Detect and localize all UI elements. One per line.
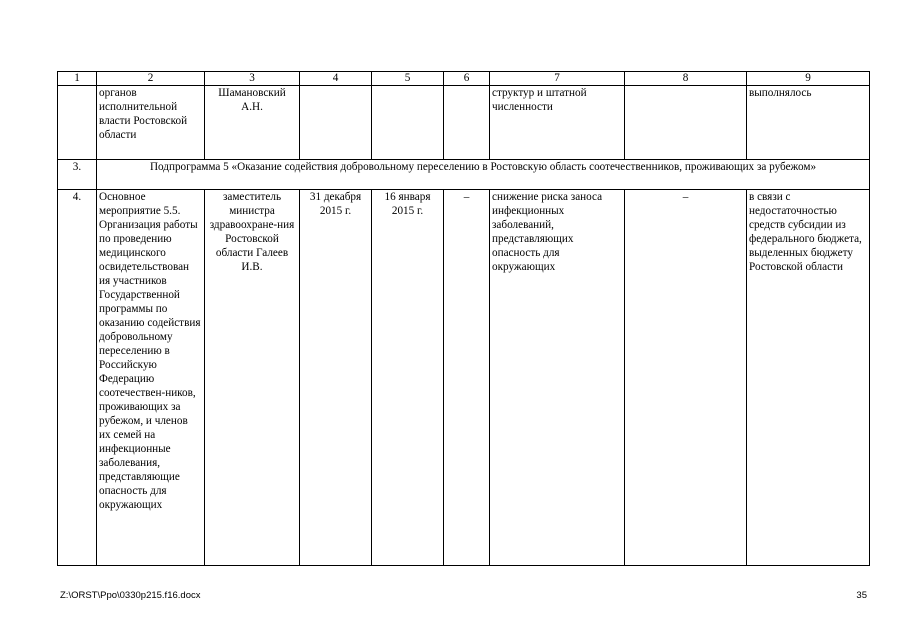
header-cell: 5 <box>372 72 444 86</box>
section-number: 3. <box>58 160 97 190</box>
footer-file-path: Z:\ORST\Ppo\0330p215.f16.docx <box>60 590 201 601</box>
header-cell: 2 <box>97 72 205 86</box>
event-cell: Основное мероприятие 5.5. Организация работы по проведению медицинского освидетельствован ия участников Государственной программы по оказанию содействия добровольному переселению в Российскую Федерацию соотечествен-ников, проживающих за рубежом, и членов их семей на инфекционные заболевания, представляющие опасность для окружающих <box>97 190 205 566</box>
section-row <box>58 160 870 190</box>
actual-date-cell <box>372 86 444 160</box>
reason-cell: в связи с недостаточностью средств субсидии из федерального бюджета, выделенных бюджету Ростовской области <box>747 190 870 566</box>
header-cell: 8 <box>625 72 747 86</box>
result-cell: снижение риска заноса инфекционных заболеваний, представляющих опасность для окружающих <box>490 190 625 566</box>
header-cell: 9 <box>747 72 870 86</box>
header-cell: 7 <box>490 72 625 86</box>
result-cell: структур и штатной численности <box>490 86 625 160</box>
page-number: 35 <box>856 590 867 601</box>
report-table <box>57 71 870 566</box>
actual-date-cell: 16 января 2015 г. <box>372 190 444 566</box>
responsible-cell: заместитель министра здравоохране-ния Ростовской области Галеев И.В. <box>205 190 300 566</box>
responsible-cell: Шамановский А.Н. <box>205 86 300 160</box>
header-cell: 3 <box>205 72 300 86</box>
reason-cell: выполнялось <box>747 86 870 160</box>
column-6-cell: – <box>444 190 490 566</box>
header-cell: 1 <box>58 72 97 86</box>
table-row-item <box>58 190 870 566</box>
header-cell: 6 <box>444 72 490 86</box>
column-8-cell: – <box>625 190 747 566</box>
row-number-cell <box>58 86 97 160</box>
header-cell: 4 <box>300 72 372 86</box>
column-6-cell <box>444 86 490 160</box>
section-title: Подпрограмма 5 «Оказание содействия добровольному переселению в Ростовскую область соотечественников, проживающих за рубежом» <box>97 160 870 190</box>
planned-date-cell <box>300 86 372 160</box>
header-row <box>58 72 870 86</box>
table-row-continuation <box>58 86 870 160</box>
event-cell: органов исполнительной власти Ростовской области <box>97 86 205 160</box>
row-number-cell: 4. <box>58 190 97 566</box>
planned-date-cell: 31 декабря 2015 г. <box>300 190 372 566</box>
column-8-cell <box>625 86 747 160</box>
